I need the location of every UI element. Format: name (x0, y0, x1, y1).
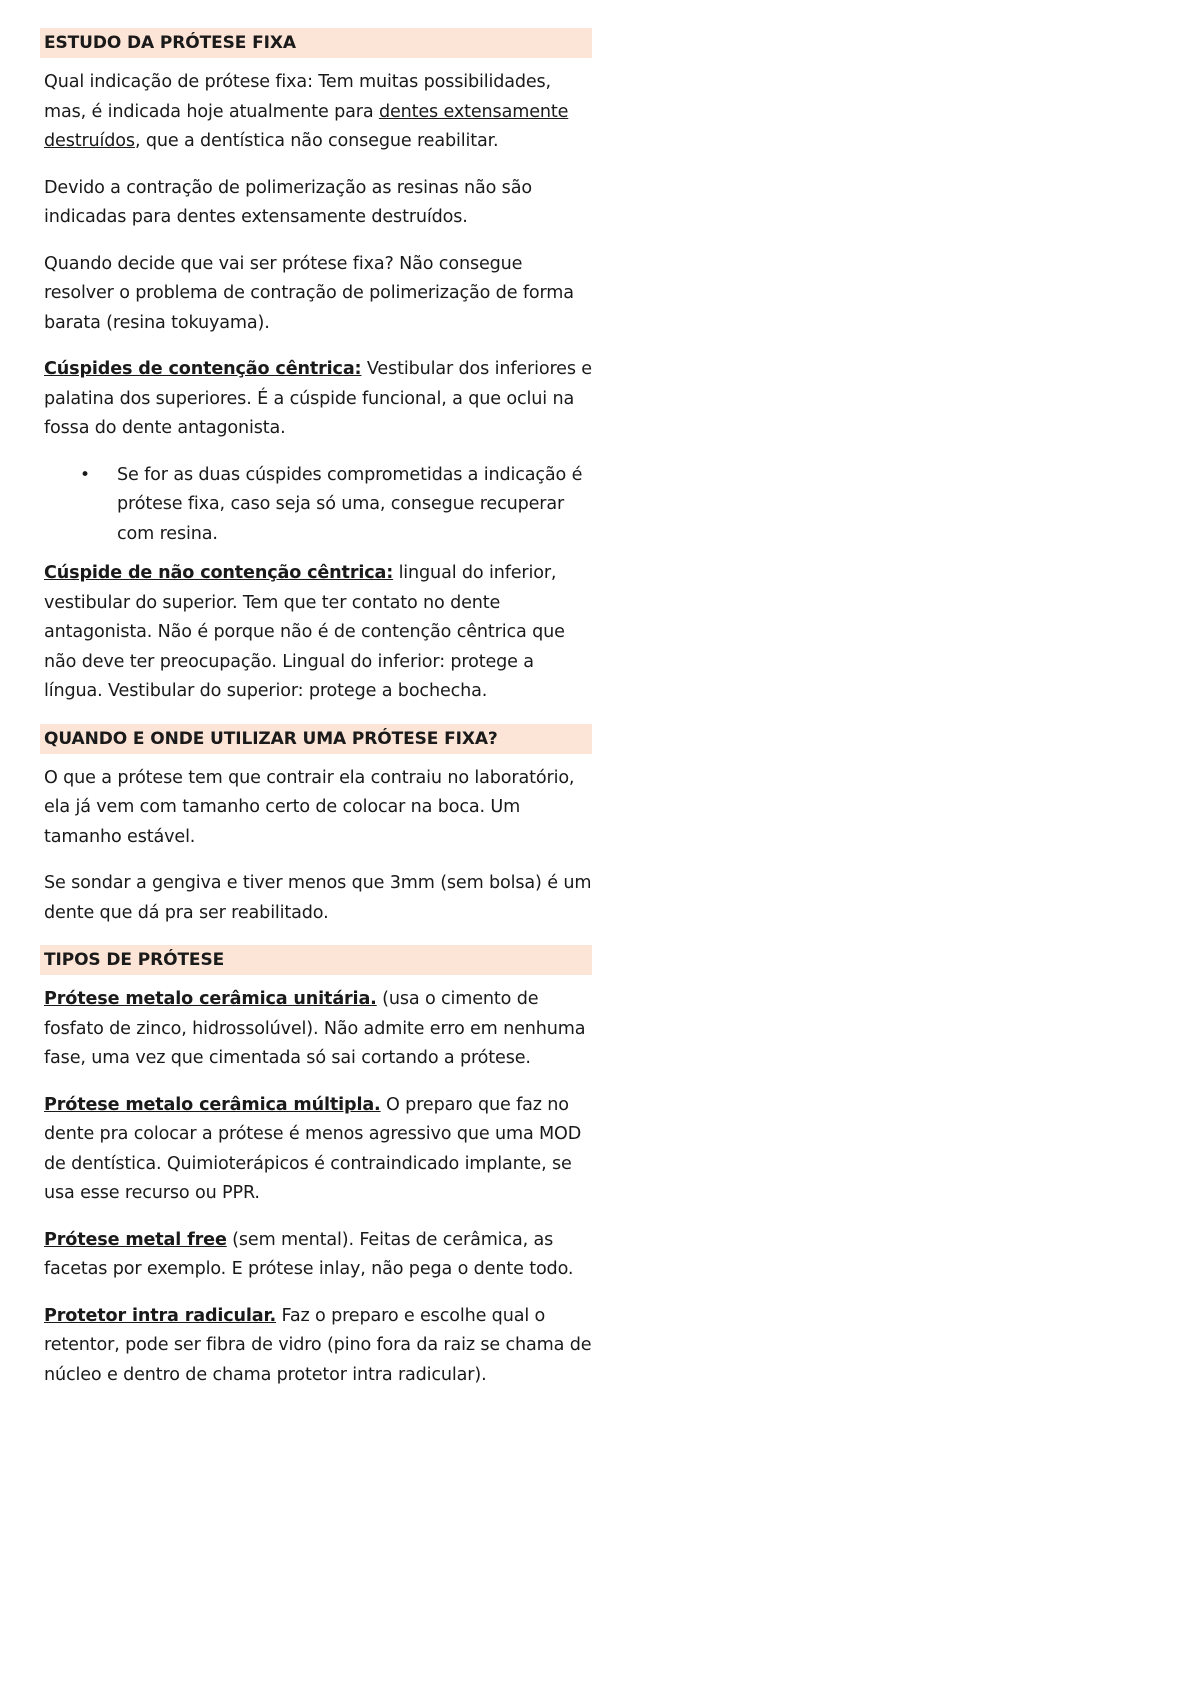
bullet-icon: • (80, 464, 90, 485)
paragraph-text: (sem mental). Feitas de cerâmica, as facetas por exemplo. E prótese inlay, não pega o dente todo. (44, 1229, 574, 1279)
paragraph-text: lingual do inferior, vestibular do superior. Tem que ter contato no dente antagonista. Não é porque não é de contenção cêntrica que não deve ter preocupação. Lingual do inferior: protege a língua. Vestibular do superior: protege a bochecha. (44, 563, 565, 701)
paragraph-text: , que a dentística não consegue reabilitar. (134, 131, 499, 151)
paragraph-text: (usa o cimento de fosfato de zinco, hidrossolúvel). Não admite erro em nenhuma fase, uma vez que cimentada só sai cortando a prótese. (44, 989, 586, 1068)
term-label: Prótese metalo cerâmica unitária. (44, 989, 377, 1009)
paragraph-text: Faz o preparo e escolhe qual o retentor, pode ser fibra de vidro (pino fora da raiz se chama de núcleo e dentro de chama protetor intra radicular). (44, 1305, 592, 1385)
paragraph-text: Qual indicação de prótese fixa: Tem muitas possibilidades, mas, é indicada hoje atualmente para (44, 72, 551, 122)
paragraph-sondar: Se sondar a gengiva e tiver menos que 3mm (sem bolsa) é um dente que dá pra ser reabilitado. (44, 873, 592, 923)
term-label: Prótese metal free (44, 1229, 227, 1250)
paragraph-quando-decide: Quando decide que vai ser prótese fixa? Não consegue resolver o problema de contração de polimerização de forma barata (resina tokuyama). (44, 253, 574, 333)
paragraph-contrair: O que a prótese tem que contrair ela contraiu no laboratório, ela já vem com tamanho certo de colocar na boca. Um tamanho estável. (44, 767, 575, 847)
document-page (40, 28, 592, 1407)
underlined-term: dentes extensamente destruídos (44, 101, 569, 151)
paragraph-text: Vestibular dos inferiores e palatina dos superiores. É a cúspide funcional, a que oclui na fossa do dente antagonista. (44, 359, 592, 438)
term-label: Cúspides de contenção cêntrica: (44, 359, 362, 379)
paragraph-contracao: Devido a contração de polimerização as resinas não são indicadas para dentes extensamente destruídos. (44, 177, 532, 227)
paragraph-metal-free (44, 1226, 592, 1285)
list-item (40, 461, 592, 550)
paragraph-text: O preparo que faz no dente pra colocar a prótese é menos agressivo que uma MOD de dentística. Quimioterápicos é contraindicado implante, se usa esse recurso ou PPR. (44, 1094, 582, 1203)
section-heading-tipos: TIPOS DE PRÓTESE (40, 945, 592, 975)
paragraph-cuspide-nao-contencao (44, 559, 592, 707)
paragraph-indicacao (44, 68, 592, 157)
term-label: Prótese metalo cerâmica múltipla. (44, 1094, 381, 1115)
paragraph-protetor-intra-radicular (44, 1302, 592, 1391)
paragraph-metalo-multipla (44, 1091, 592, 1209)
term-label: Cúspide de não contenção cêntrica: (44, 563, 394, 583)
section-heading-estudo: ESTUDO DA PRÓTESE FIXA (40, 28, 592, 58)
paragraph-metalo-unitaria (44, 985, 592, 1074)
bullet-list (40, 461, 592, 550)
paragraph-cuspides-contencao (44, 355, 592, 444)
list-item-text: Se for as duas cúspides comprometidas a indicação é prótese fixa, caso seja só uma, consegue recuperar com resina. (117, 464, 583, 544)
section-heading-quando-onde: QUANDO E ONDE UTILIZAR UMA PRÓTESE FIXA? (40, 724, 592, 754)
term-label: Protetor intra radicular. (44, 1305, 277, 1326)
